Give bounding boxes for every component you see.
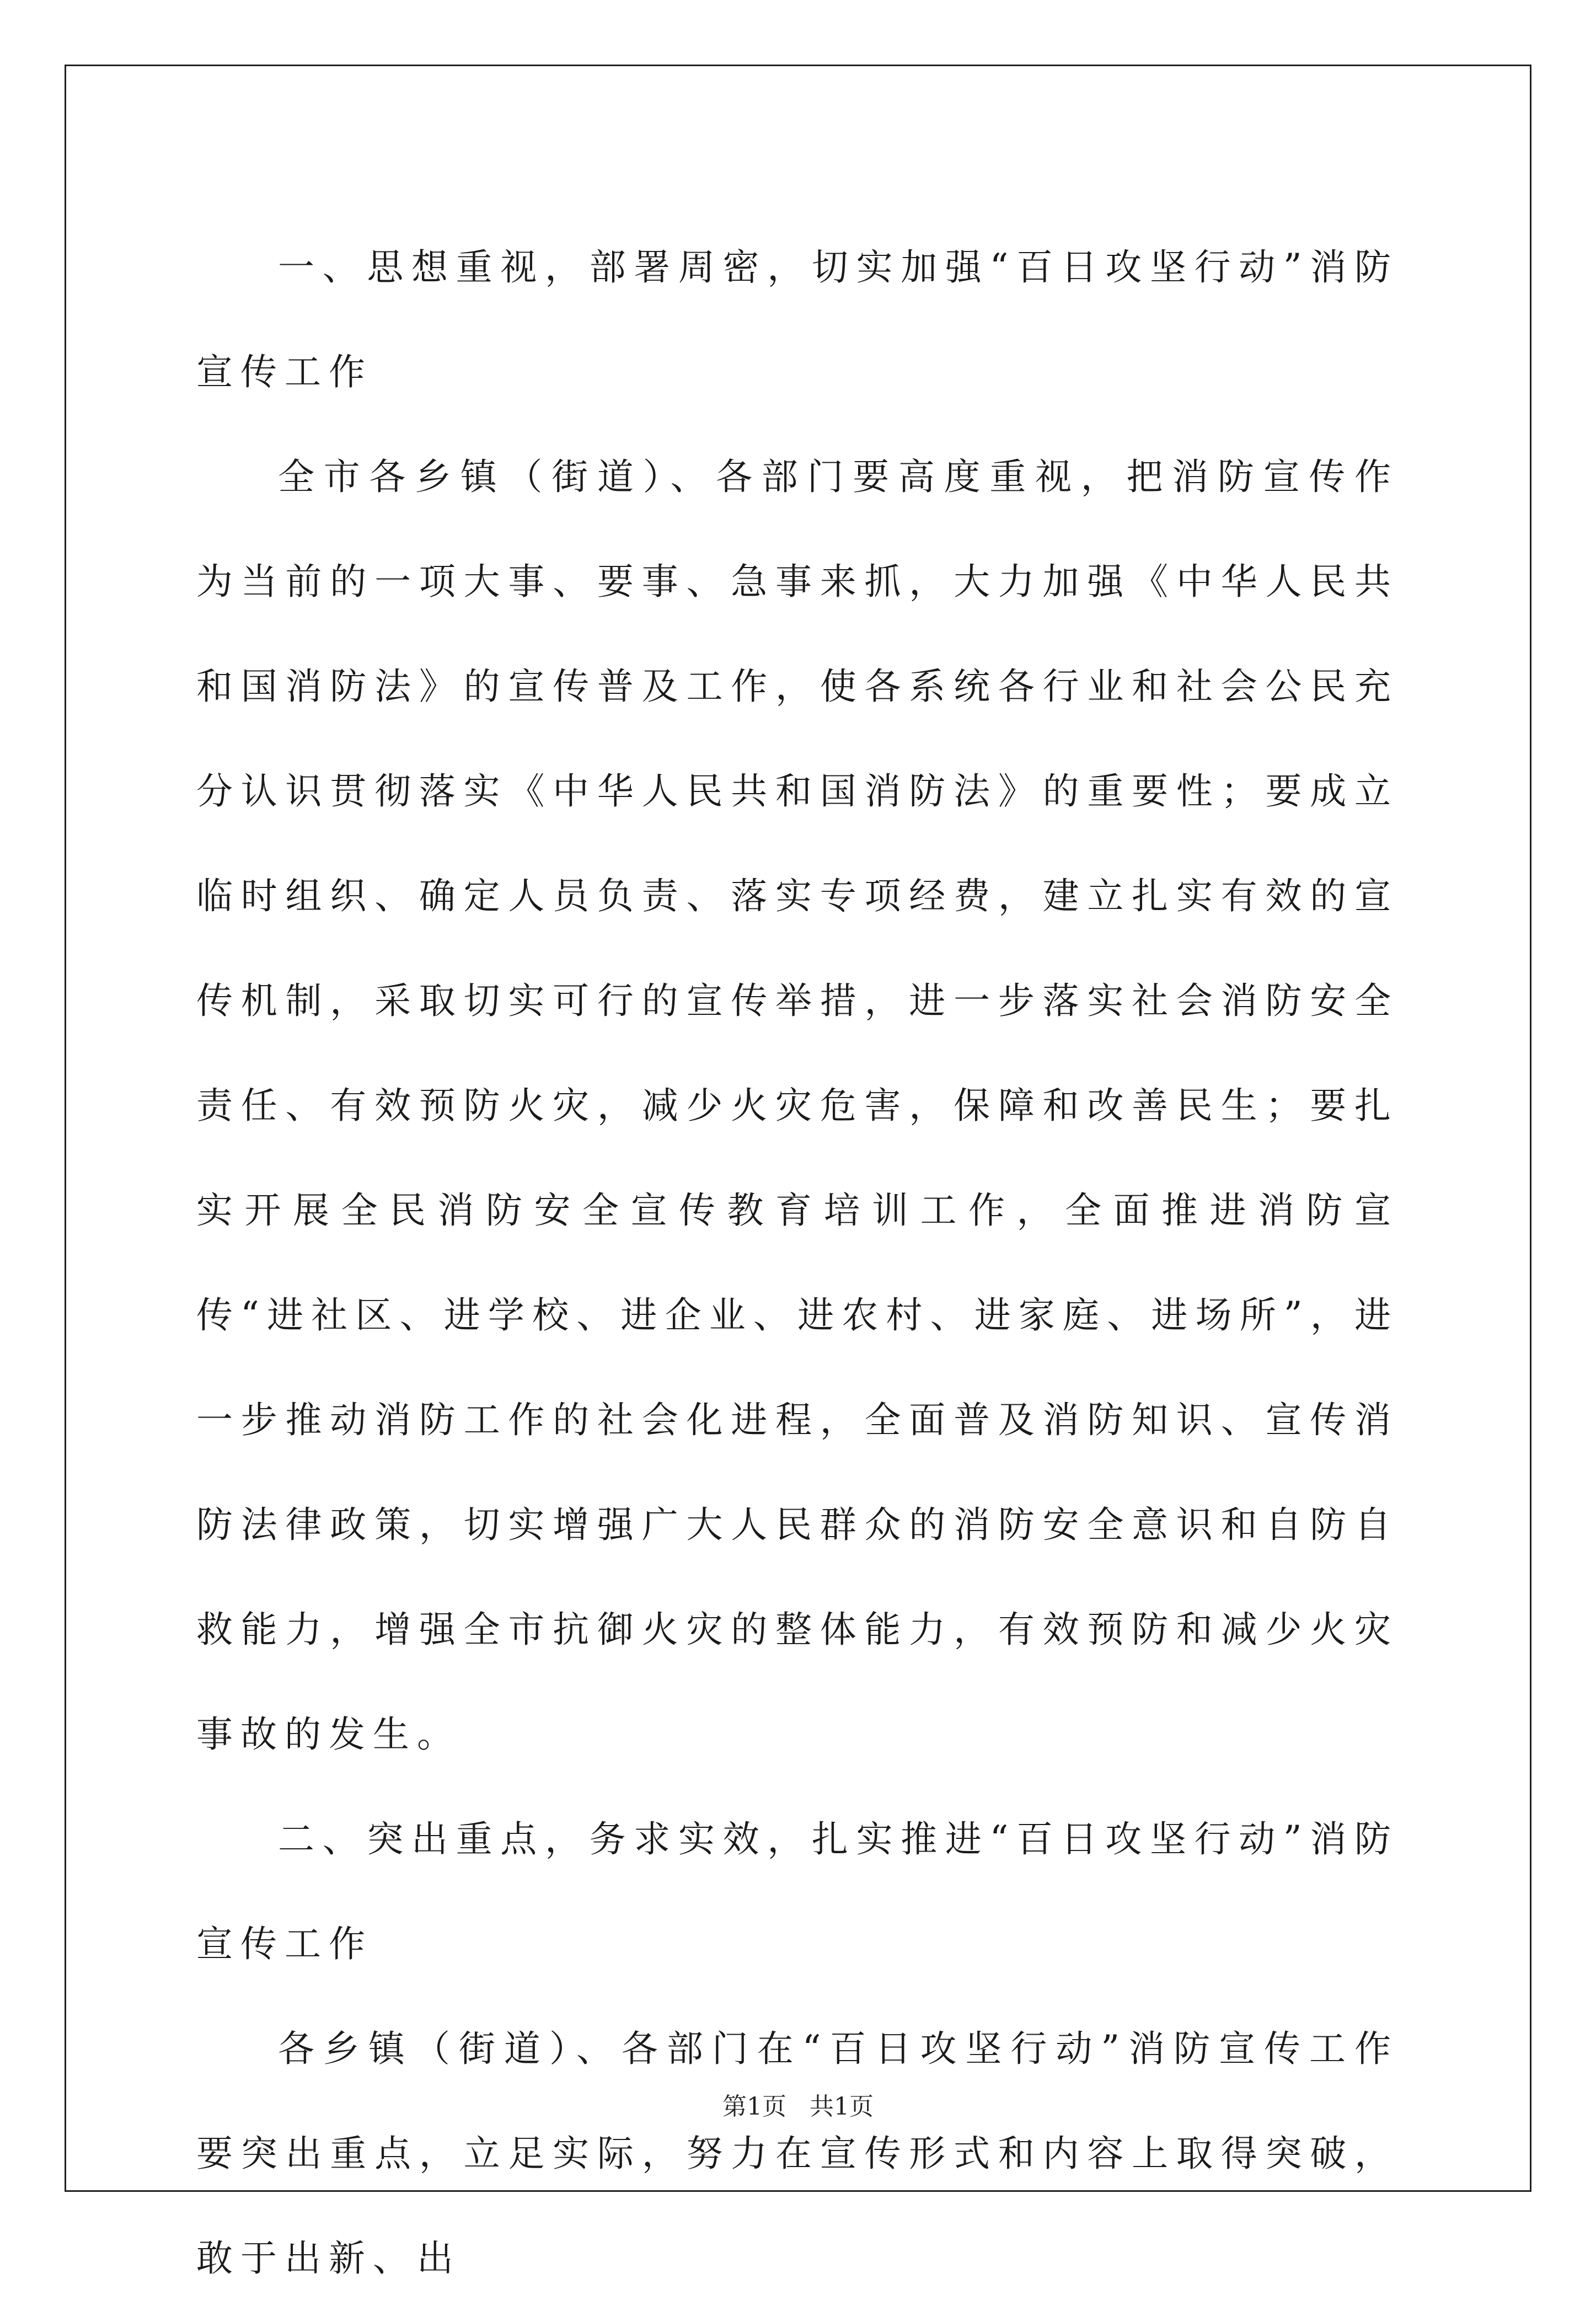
section-heading-2: 二、突出重点，务求实效，扎实推进“百日攻坚行动”消防宣传工作	[196, 1818, 1399, 1965]
document-body	[196, 215, 1399, 2311]
page-total: 共1页	[809, 2093, 874, 2121]
section-heading-1: 一、思想重视，部署周密，切实加强“百日攻坚行动”消防宣传工作	[196, 246, 1399, 393]
page-number: 第1页	[722, 2093, 787, 2121]
body-paragraph-2: 各乡镇（街道）、各部门在“百日攻坚行动”消防宣传工作要突出重点，立足实际，努力在宣传形式和内容上取得突破，敢于出新、出	[196, 2028, 1399, 2280]
page-footer	[0, 2090, 1596, 2123]
body-paragraph-1: 全市各乡镇（街道）、各部门要高度重视，把消防宣传作为当前的一项大事、要事、急事来抓，大力加强《中华人民共和国消防法》的宣传普及工作，使各系统各行业和社会公民充分认识贯彻落实《中华人民共和国消防法》的重要性；要成立临时组织、确定人员负责、落实专项经费，建立扎实有效的宣传机制，采取切实可行的宣传举措，进一步落实社会消防安全责任、有效预防火灾，减少火灾危害，保障和改善民生；要扎实开展全民消防安全宣传教育培训工作，全面推进消防宣传“进社区、进学校、进企业、进农村、进家庭、进场所”，进一步推动消防工作的社会化进程，全面普及消防知识、宣传消防法律政策，切实增强广大人民群众的消防安全意识和自防自救能力，增强全市抗御火灾的整体能力，有效预防和减少火灾事故的发生。	[196, 456, 1399, 1756]
